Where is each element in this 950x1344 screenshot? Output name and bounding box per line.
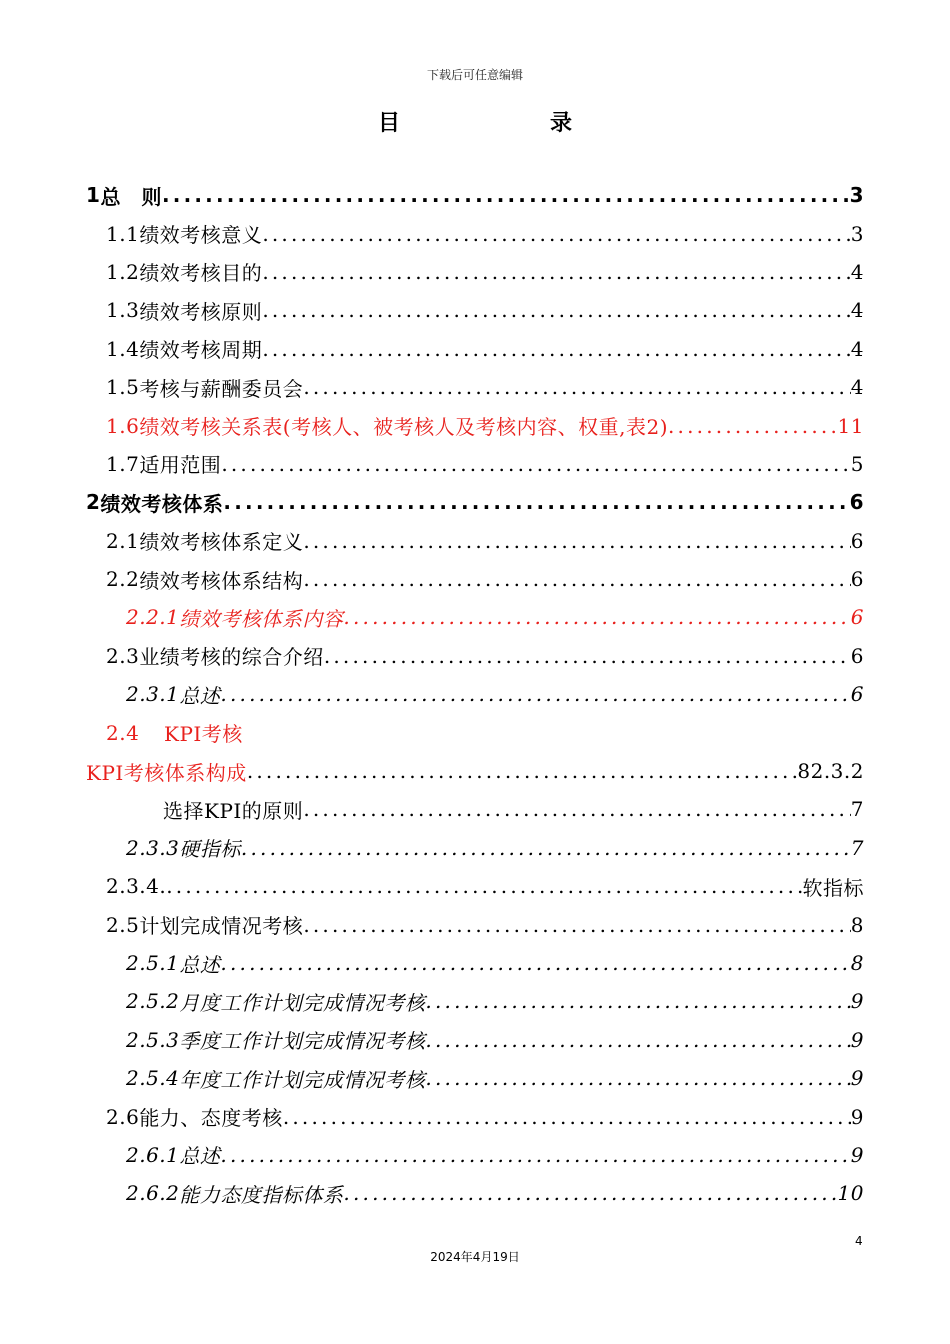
toc-entry-label: 总 则 bbox=[100, 184, 162, 209]
dot-leader bbox=[220, 951, 850, 975]
toc-entry-number: 2.6.1 bbox=[126, 1142, 180, 1167]
toc-entry-label: KPI考核 bbox=[164, 722, 243, 747]
toc-entry-label: 绩效考核体系定义 bbox=[139, 530, 304, 555]
dot-leader bbox=[162, 183, 850, 207]
toc-entry[interactable] bbox=[86, 1059, 864, 1097]
toc-entry-page: 6 bbox=[850, 682, 864, 707]
toc-entry[interactable] bbox=[86, 982, 864, 1020]
toc-entry-label: 总述 bbox=[179, 952, 221, 977]
toc-entry-page: 6 bbox=[850, 528, 864, 553]
toc-entry-label: 总述 bbox=[179, 683, 221, 708]
footer-date: 2024年4月19日 bbox=[430, 1250, 520, 1264]
toc-entry-page: 3 bbox=[849, 183, 864, 208]
toc-entry[interactable] bbox=[86, 637, 864, 675]
table-of-contents bbox=[86, 176, 864, 1213]
toc-entry[interactable] bbox=[86, 483, 864, 521]
toc-entry[interactable] bbox=[86, 368, 864, 406]
dot-leader bbox=[425, 1066, 850, 1090]
toc-entry-number: 2.4 bbox=[106, 720, 140, 745]
toc-entry[interactable] bbox=[86, 445, 864, 483]
toc-entry[interactable] bbox=[86, 713, 864, 751]
toc-entry-page: 82.3.2 bbox=[797, 759, 864, 784]
toc-entry-label: 考核与薪酬委员会 bbox=[139, 376, 304, 401]
toc-entry-label: 季度工作计划完成情况考核 bbox=[179, 1029, 426, 1054]
toc-entry-page: 4 bbox=[850, 259, 864, 284]
dot-leader bbox=[223, 490, 849, 514]
toc-entry-label: 年度工作计划完成情况考核 bbox=[179, 1067, 426, 1092]
toc-entry-page: 11 bbox=[837, 413, 864, 438]
dot-leader bbox=[247, 759, 798, 783]
toc-entry[interactable] bbox=[86, 867, 864, 905]
toc-entry[interactable] bbox=[86, 291, 864, 329]
toc-entry-number: 2.6.2 bbox=[126, 1181, 180, 1206]
dot-leader bbox=[220, 682, 850, 706]
toc-entry[interactable] bbox=[86, 1174, 864, 1212]
toc-entry-page: 7 bbox=[850, 797, 864, 822]
toc-entry[interactable] bbox=[86, 905, 864, 943]
toc-entry-label: 绩效考核意义 bbox=[139, 223, 263, 248]
dot-leader bbox=[303, 529, 850, 553]
toc-entry-label: 绩效考核体系结构 bbox=[139, 568, 304, 593]
page-number: 4 bbox=[855, 1234, 863, 1248]
toc-entry-page: 6 bbox=[849, 490, 864, 515]
toc-entry-number: 2.5.2 bbox=[126, 989, 180, 1014]
dot-leader bbox=[303, 375, 850, 399]
toc-entry-page: 3 bbox=[850, 221, 864, 246]
toc-entry-page: 9 bbox=[850, 1027, 864, 1052]
dot-leader bbox=[324, 644, 851, 668]
dot-leader bbox=[166, 874, 802, 898]
toc-entry-number: 2.1 bbox=[106, 528, 140, 553]
dot-leader bbox=[262, 298, 850, 322]
toc-entry-number: 2.5 bbox=[106, 912, 140, 937]
toc-entry-page: 9 bbox=[850, 989, 864, 1014]
dot-leader bbox=[220, 1143, 850, 1167]
toc-entry-label: 绩效考核体系内容 bbox=[179, 606, 344, 631]
toc-entry-page: 6 bbox=[850, 605, 864, 630]
toc-entry-number: 2.3 bbox=[106, 643, 140, 668]
toc-entry[interactable] bbox=[86, 406, 864, 444]
toc-entry[interactable] bbox=[86, 1136, 864, 1174]
toc-entry[interactable] bbox=[86, 752, 864, 790]
toc-entry-number: 1.6 bbox=[106, 413, 140, 438]
toc-entry-label: 计划完成情况考核 bbox=[139, 914, 304, 939]
toc-entry-number: 2.5.4 bbox=[126, 1066, 180, 1091]
toc-entry[interactable] bbox=[86, 829, 864, 867]
dot-leader bbox=[262, 337, 850, 361]
toc-entry[interactable] bbox=[86, 944, 864, 982]
toc-entry-page: 10 bbox=[837, 1181, 864, 1206]
toc-entry-page: 9 bbox=[850, 1104, 864, 1129]
toc-entry[interactable] bbox=[86, 560, 864, 598]
toc-entry-number: 1.3 bbox=[106, 298, 140, 323]
toc-entry-label: 绩效考核目的 bbox=[139, 261, 263, 286]
toc-entry-number: 1.7 bbox=[106, 451, 140, 476]
dot-leader bbox=[425, 989, 850, 1013]
dot-leader bbox=[425, 1028, 850, 1052]
dot-leader bbox=[343, 605, 850, 629]
toc-entry[interactable] bbox=[86, 1021, 864, 1059]
toc-entry-label: 月度工作计划完成情况考核 bbox=[179, 990, 426, 1015]
toc-entry-page: 软指标 bbox=[802, 875, 864, 900]
toc-entry[interactable] bbox=[86, 214, 864, 252]
toc-entry-number: 2.6 bbox=[106, 1104, 140, 1129]
toc-entry-page: 8 bbox=[850, 951, 864, 975]
toc-entry-number: 1.1 bbox=[106, 221, 140, 246]
toc-entry-label: 选择KPI的原则 bbox=[163, 798, 304, 823]
toc-entry[interactable] bbox=[86, 330, 864, 368]
toc-entry-label: 能力态度指标体系 bbox=[179, 1182, 344, 1207]
toc-entry-label: KPI考核体系构成 bbox=[86, 760, 247, 785]
dot-leader bbox=[343, 1181, 837, 1205]
toc-entry-number: 2 bbox=[86, 490, 101, 515]
toc-entry-label: 2.3.4. bbox=[106, 874, 167, 899]
toc-entry-page: 4 bbox=[850, 336, 864, 361]
toc-entry-label: 硬指标 bbox=[179, 837, 241, 862]
dot-leader bbox=[303, 913, 850, 937]
toc-entry-number: 1.2 bbox=[106, 259, 140, 284]
dot-leader bbox=[241, 836, 851, 860]
page-header: 下载后可任意编辑 bbox=[426, 68, 523, 82]
toc-entry-page: 4 bbox=[850, 298, 864, 323]
toc-entry[interactable] bbox=[86, 790, 864, 828]
toc-entry-label: 总述 bbox=[179, 1144, 221, 1169]
dot-leader bbox=[262, 260, 850, 284]
toc-entry-page: 8 bbox=[850, 912, 864, 937]
dot-leader bbox=[668, 414, 838, 438]
toc-entry-number: 1 bbox=[86, 183, 101, 208]
toc-entry-page: 7 bbox=[850, 835, 864, 860]
toc-entry-number: 2.3.1 bbox=[126, 682, 180, 707]
toc-entry-label: 绩效考核体系 bbox=[100, 491, 224, 516]
toc-entry-number: 2.5.1 bbox=[126, 951, 180, 975]
dot-leader bbox=[303, 797, 850, 821]
toc-title-char-1: 目 bbox=[377, 111, 400, 136]
toc-entry-label: 绩效考核原则 bbox=[139, 299, 263, 324]
toc-entry[interactable] bbox=[86, 1097, 864, 1135]
toc-entry-page: 9 bbox=[850, 1142, 864, 1167]
toc-entry-number: 2.2 bbox=[106, 567, 140, 592]
toc-entry[interactable] bbox=[86, 253, 864, 291]
toc-entry-label: 业绩考核的综合介绍 bbox=[139, 645, 324, 670]
toc-entry-number: 1.5 bbox=[106, 375, 140, 400]
dot-leader bbox=[283, 1105, 851, 1129]
toc-entry-page: 5 bbox=[850, 451, 864, 476]
dot-leader bbox=[262, 222, 850, 246]
toc-title bbox=[0, 106, 950, 137]
toc-entry[interactable] bbox=[86, 598, 864, 636]
toc-entry-label: 绩效考核关系表(考核人、被考核人及考核内容、权重,表2) bbox=[139, 415, 668, 440]
toc-entry-page: 9 bbox=[850, 1066, 864, 1091]
toc-entry-page: 6 bbox=[850, 567, 864, 592]
toc-entry[interactable] bbox=[86, 675, 864, 713]
toc-entry-page: 6 bbox=[850, 643, 864, 668]
toc-entry-label: 适用范围 bbox=[139, 453, 222, 478]
toc-entry-number: 1.4 bbox=[106, 336, 140, 361]
toc-entry[interactable] bbox=[86, 176, 864, 214]
toc-entry-label: 绩效考核周期 bbox=[139, 338, 263, 363]
toc-entry-number: 2.3.3 bbox=[126, 835, 180, 860]
dot-leader bbox=[221, 452, 850, 476]
toc-entry-number: 2.2.1 bbox=[126, 605, 180, 630]
toc-entry-number: 2.5.3 bbox=[126, 1027, 180, 1052]
toc-entry[interactable] bbox=[86, 522, 864, 560]
toc-title-char-2: 录 bbox=[550, 111, 573, 136]
toc-entry-label: 能力、态度考核 bbox=[139, 1106, 283, 1131]
toc-entry-page: 4 bbox=[850, 375, 864, 400]
dot-leader bbox=[303, 567, 850, 591]
